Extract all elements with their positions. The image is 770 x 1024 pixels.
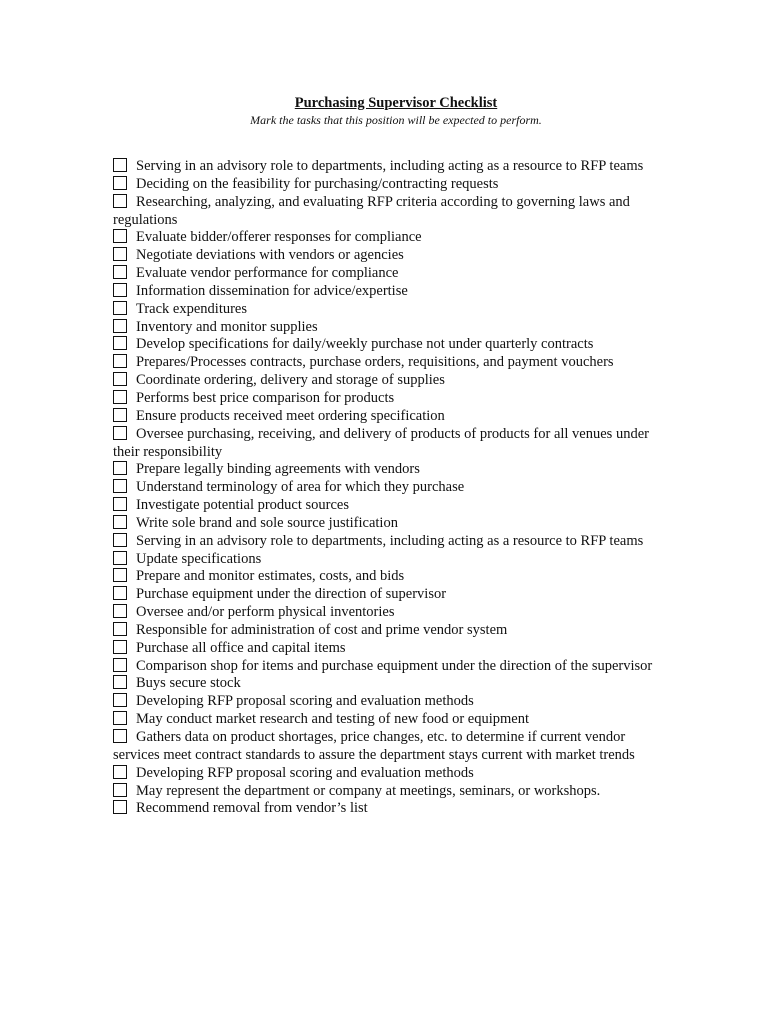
page-subtitle: Mark the tasks that this position will be expected to perform. [250, 113, 542, 127]
checkbox[interactable] [113, 229, 127, 243]
checklist-item-label: Track expenditures [136, 300, 248, 317]
checkbox[interactable] [113, 640, 127, 654]
checklist-item-label: Investigate potential product sources [136, 497, 350, 514]
checklist-item-label: Information dissemination for advice/expertise [136, 282, 408, 299]
checkbox[interactable] [113, 729, 127, 743]
checklist-item [113, 426, 673, 462]
checklist-item [113, 586, 673, 604]
checklist-item-label: Negotiate deviations with vendors or agencies [136, 247, 404, 264]
checkbox[interactable] [113, 765, 127, 779]
checkbox[interactable] [113, 301, 127, 315]
checklist-item [113, 783, 673, 801]
checklist-item [113, 533, 673, 551]
checklist-item-label: Comparison shop for items and purchase equipment under the direction of the supervisor [136, 657, 653, 674]
checklist-item-label: Evaluate vendor performance for compliance [136, 265, 399, 282]
checkbox[interactable] [113, 479, 127, 493]
checklist-item [113, 675, 673, 693]
checklist-item-label: Oversee purchasing, receiving, and delivery of products of products for all venues under their responsibility [113, 425, 649, 460]
checklist-item [113, 194, 673, 230]
checkbox[interactable] [113, 336, 127, 350]
checklist-item-label: Update specifications [136, 550, 262, 567]
checklist-item [113, 515, 673, 533]
checkbox[interactable] [113, 622, 127, 636]
checklist-item [113, 800, 673, 818]
checklist-item [113, 693, 673, 711]
checklist-item [113, 640, 673, 658]
page-title: Purchasing Supervisor Checklist [294, 95, 498, 111]
checkbox[interactable] [113, 158, 127, 172]
checklist-item-label: Prepare legally binding agreements with vendors [136, 461, 420, 478]
checklist-item-label: Serving in an advisory role to departments, including acting as a resource to RFP teams [136, 158, 644, 174]
checklist-item-label: Purchase equipment under the direction of supervisor [136, 586, 447, 603]
checklist-item-label: Oversee and/or perform physical inventories [136, 604, 395, 621]
checklist-item-label: Ensure products received meet ordering specification [136, 407, 445, 424]
checklist-item-label: Prepares/Processes contracts, purchase orders, requisitions, and payment vouchers [136, 354, 614, 371]
checklist-item-label: May represent the department or company at meetings, seminars, or workshops. [136, 782, 601, 799]
checkbox[interactable] [113, 194, 127, 208]
checklist-item [113, 247, 673, 265]
checkbox[interactable] [113, 265, 127, 279]
checkbox[interactable] [113, 283, 127, 297]
checklist-item [113, 479, 673, 497]
checkbox[interactable] [113, 800, 127, 814]
task-checklist [113, 158, 673, 818]
checkbox[interactable] [113, 711, 127, 725]
checklist-item-label: Developing RFP proposal scoring and evaluation methods [136, 764, 474, 781]
checklist-item [113, 336, 673, 354]
checklist-item [113, 765, 673, 783]
checkbox[interactable] [113, 675, 127, 689]
checklist-item [113, 390, 673, 408]
checkbox[interactable] [113, 533, 127, 547]
checklist-item-label: Gathers data on product shortages, price changes, etc. to determine if current vendor services meet contract standards to assure the department stays current with market trends [113, 729, 635, 763]
checklist-item-label: Performs best price comparison for products [136, 389, 395, 406]
checklist-item-label: Evaluate bidder/offerer responses for compliance [136, 229, 422, 246]
checklist-item [113, 658, 673, 676]
checklist-item-label: Recommend removal from vendor’s list [136, 800, 368, 817]
checklist-item-label: Understand terminology of area for which they purchase [136, 479, 465, 496]
checkbox[interactable] [113, 354, 127, 368]
checklist-item-label: Serving in an advisory role to departments, including acting as a resource to RFP teams [136, 532, 644, 549]
checklist-item-label: Buys secure stock [136, 675, 241, 692]
checkbox[interactable] [113, 408, 127, 422]
checklist-item-label: Develop specifications for daily/weekly purchase not under quarterly contracts [136, 336, 594, 353]
checklist-item-label: Purchase all office and capital items [136, 639, 346, 656]
checkbox[interactable] [113, 461, 127, 475]
checklist-item-label: Inventory and monitor supplies [136, 318, 318, 335]
checklist-item-label: Write sole brand and sole source justification [136, 514, 398, 531]
checklist-item [113, 265, 673, 283]
checkbox[interactable] [113, 176, 127, 190]
checklist-item [113, 711, 673, 729]
checkbox[interactable] [113, 319, 127, 333]
checklist-item [113, 604, 673, 622]
checklist-item [113, 354, 673, 372]
checklist-item [113, 319, 673, 337]
checklist-item [113, 408, 673, 426]
checklist-item [113, 729, 673, 765]
checkbox[interactable] [113, 783, 127, 797]
checklist-item [113, 551, 673, 569]
document-header [0, 94, 770, 127]
checklist-item-label: Prepare and monitor estimates, costs, and bids [136, 568, 405, 585]
checkbox[interactable] [113, 568, 127, 582]
checkbox[interactable] [113, 604, 127, 618]
checkbox[interactable] [113, 426, 127, 440]
checklist-item-label: Developing RFP proposal scoring and evaluation methods [136, 693, 474, 710]
checklist-item [113, 497, 673, 515]
checklist-item-label: Responsible for administration of cost and prime vendor system [136, 621, 508, 638]
checklist-item [113, 622, 673, 640]
checklist-item-label: Coordinate ordering, delivery and storage of supplies [136, 372, 445, 389]
checkbox[interactable] [113, 372, 127, 386]
checklist-item [113, 229, 673, 247]
checkbox[interactable] [113, 515, 127, 529]
checkbox[interactable] [113, 390, 127, 404]
checklist-item [113, 301, 673, 319]
checklist-item-label: Researching, analyzing, and evaluating RFP criteria according to governing laws and regulations [113, 193, 630, 228]
checkbox[interactable] [113, 586, 127, 600]
checklist-item [113, 176, 673, 194]
checklist-item [113, 372, 673, 390]
checklist-item-label: Deciding on the feasibility for purchasing/contracting requests [136, 175, 499, 192]
checkbox[interactable] [113, 497, 127, 511]
checkbox[interactable] [113, 551, 127, 565]
checkbox[interactable] [113, 693, 127, 707]
checklist-item-label: May conduct market research and testing of new food or equipment [136, 711, 529, 728]
checkbox[interactable] [113, 247, 127, 261]
checklist-item [113, 568, 673, 586]
checkbox[interactable] [113, 658, 127, 672]
checklist-item [113, 283, 673, 301]
checklist-item [113, 461, 673, 479]
checklist-item [113, 158, 673, 176]
